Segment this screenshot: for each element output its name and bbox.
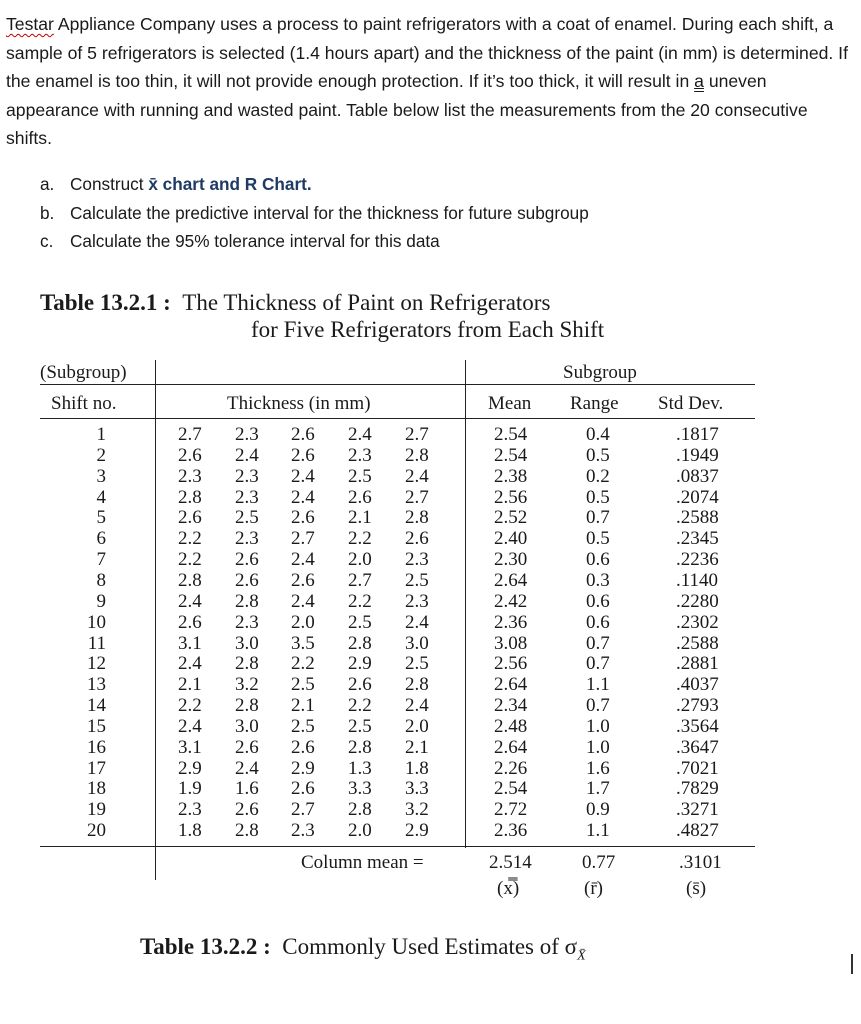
thickness-value: 2.6	[235, 736, 259, 758]
thickness-value: 2.8	[348, 736, 372, 758]
shift-number: 1	[96, 424, 106, 445]
thickness-value: 1.8	[405, 757, 429, 779]
thickness-value: 3.0	[235, 632, 259, 654]
thickness-value: 2.9	[178, 757, 202, 779]
footer-column-mean-label: Column mean =	[301, 852, 424, 873]
shift-number: 19	[87, 799, 106, 821]
subgroup-mean: 2.34	[494, 695, 528, 717]
subgroup-std-dev: .2588	[676, 632, 719, 654]
thickness-value: 2.7	[405, 424, 429, 445]
subgroup-range: 0.6	[586, 590, 610, 612]
thickness-value: 2.4	[405, 695, 429, 717]
thickness-value: 2.9	[348, 653, 372, 675]
thickness-value: 2.7	[405, 486, 429, 508]
subgroup-std-dev: .3271	[676, 799, 719, 821]
thickness-value: 2.6	[348, 486, 372, 508]
thickness-value: 2.3	[235, 424, 259, 445]
subgroup-std-dev: .3564	[676, 715, 719, 737]
thickness-value: 2.8	[405, 674, 429, 696]
statement-article: a	[694, 71, 704, 92]
footer-range: 0.77	[582, 852, 616, 873]
thickness-value: 2.3	[235, 486, 259, 508]
subgroup-mean: 2.52	[494, 507, 528, 529]
thickness-value: 1.9	[178, 778, 202, 800]
thickness-value: 3.2	[405, 799, 429, 821]
subgroup-mean: 2.54	[494, 778, 528, 800]
thickness-value: 2.8	[405, 444, 429, 466]
thickness-value: 2.5	[235, 507, 259, 529]
subgroup-std-dev: .2302	[676, 611, 719, 633]
shift-number: 15	[87, 715, 106, 737]
header-range: Range	[570, 393, 619, 414]
shift-number: 11	[87, 632, 106, 654]
thickness-value: 3.2	[235, 674, 259, 696]
subgroup-mean: 2.54	[494, 444, 528, 466]
thickness-value: 2.2	[178, 695, 202, 717]
subgroup-range: 0.9	[586, 799, 610, 821]
subgroup-range: 0.5	[586, 528, 610, 550]
subgroup-mean: 3.08	[494, 632, 528, 654]
thickness-value: 3.1	[178, 632, 202, 654]
subgroup-range: 0.5	[586, 486, 610, 508]
thickness-value: 2.3	[405, 549, 429, 571]
table-rule-footer	[40, 846, 755, 847]
subgroup-std-dev: .0837	[676, 465, 719, 487]
subgroup-std-dev: .1140	[676, 569, 719, 591]
shift-number: 4	[96, 486, 106, 508]
thickness-value: 2.1	[348, 507, 372, 529]
thickness-value: 2.3	[405, 590, 429, 612]
thickness-value: 2.5	[348, 465, 372, 487]
header-subgroup: Subgroup	[563, 362, 637, 383]
thickness-value: 2.6	[235, 799, 259, 821]
thickness-value: 2.8	[235, 820, 259, 842]
subgroup-mean: 2.42	[494, 590, 528, 612]
thickness-value: 2.8	[235, 695, 259, 717]
thickness-value: 2.6	[178, 444, 202, 466]
shift-number: 7	[96, 549, 106, 571]
thickness-value: 2.5	[405, 569, 429, 591]
thickness-value: 2.5	[291, 715, 315, 737]
thickness-value: 2.0	[405, 715, 429, 737]
thickness-value: 3.0	[405, 632, 429, 654]
statement-part-2: uneven appearance with running and wasted paint. Table below list the measurements from the 20 consecutive shifts.	[6, 71, 808, 149]
text-cursor	[851, 954, 853, 974]
thickness-value: 2.8	[348, 632, 372, 654]
footer-mean-symbol: (x̿)	[497, 878, 520, 899]
subgroup-std-dev: .7021	[676, 757, 719, 779]
subgroup-std-dev: .2236	[676, 549, 719, 571]
thickness-value: 2.7	[178, 424, 202, 445]
thickness-value: 2.0	[291, 611, 315, 633]
shift-number: 10	[87, 611, 106, 633]
thickness-value: 2.3	[178, 465, 202, 487]
header-mean: Mean	[488, 393, 532, 414]
thickness-value: 3.3	[405, 778, 429, 800]
thickness-value: 2.2	[291, 653, 315, 675]
thickness-value: 2.6	[178, 611, 202, 633]
subgroup-mean: 2.30	[494, 549, 528, 571]
footer-range-symbol: (r̄)	[584, 878, 603, 899]
thickness-value: 2.2	[348, 695, 372, 717]
shift-number: 12	[87, 653, 106, 675]
subgroup-range: 0.2	[586, 465, 610, 487]
subgroup-mean: 2.48	[494, 715, 528, 737]
thickness-value: 2.4	[291, 486, 315, 508]
thickness-value: 3.0	[235, 715, 259, 737]
thickness-value: 2.9	[291, 757, 315, 779]
subgroup-range: 1.1	[586, 820, 610, 842]
thickness-value: 2.6	[291, 569, 315, 591]
task-marker: a.	[40, 174, 55, 194]
thickness-value: 2.8	[178, 569, 202, 591]
table-divider-stats	[465, 360, 466, 848]
thickness-value: 2.4	[291, 549, 315, 571]
thickness-value: 2.4	[291, 590, 315, 612]
table1-label: Table 13.2.1 :	[40, 290, 171, 315]
thickness-value: 2.9	[405, 820, 429, 842]
thickness-value: 3.5	[291, 632, 315, 654]
task-text: Construct	[70, 174, 149, 194]
thickness-value: 2.3	[235, 465, 259, 487]
table2-title-text: Commonly Used Estimates of σ	[282, 934, 578, 959]
table2-title	[140, 933, 586, 971]
subgroup-std-dev: .2881	[676, 653, 719, 675]
subgroup-std-dev: .1817	[676, 424, 719, 445]
thickness-value: 2.0	[348, 549, 372, 571]
shift-number: 14	[87, 695, 106, 717]
header-thickness: Thickness (in mm)	[227, 393, 371, 414]
thickness-value: 2.4	[405, 611, 429, 633]
subgroup-std-dev: .2074	[676, 486, 719, 508]
thickness-value: 2.4	[235, 757, 259, 779]
subgroup-mean: 2.26	[494, 757, 528, 779]
subgroup-range: 0.7	[586, 653, 610, 675]
subgroup-mean: 2.54	[494, 424, 528, 445]
thickness-value: 2.6	[291, 444, 315, 466]
thickness-value: 2.6	[405, 528, 429, 550]
subgroup-range: 0.4	[586, 424, 610, 445]
subgroup-mean: 2.72	[494, 799, 528, 821]
subgroup-mean: 2.38	[494, 465, 528, 487]
thickness-value: 2.1	[291, 695, 315, 717]
shift-number: 17	[87, 757, 106, 779]
shift-number: 20	[87, 820, 106, 842]
subgroup-mean: 2.64	[494, 736, 528, 758]
thickness-value: 2.3	[235, 528, 259, 550]
thickness-value: 2.1	[178, 674, 202, 696]
task-text: Calculate the 95% tolerance interval for this data	[70, 231, 440, 252]
thickness-value: 2.8	[178, 486, 202, 508]
shift-number: 6	[96, 528, 106, 550]
subgroup-range: 0.3	[586, 569, 610, 591]
thickness-value: 2.4	[178, 653, 202, 675]
shift-number: 5	[96, 507, 106, 529]
shift-number: 9	[96, 590, 106, 612]
thickness-value: 2.3	[235, 611, 259, 633]
table1-title-line1: The Thickness of Paint on Refrigerators	[182, 290, 551, 315]
subgroup-mean: 2.56	[494, 486, 528, 508]
shift-number: 18	[87, 778, 106, 800]
table-rule-subgroup-span	[465, 384, 755, 385]
shift-number: 2	[96, 444, 106, 466]
subgroup-range: 0.6	[586, 549, 610, 571]
subgroup-range: 0.7	[586, 507, 610, 529]
shift-number: 16	[87, 736, 106, 758]
subgroup-std-dev: .2793	[676, 695, 719, 717]
thickness-value: 1.8	[178, 820, 202, 842]
task-text: Calculate the predictive interval for the thickness for future subgroup	[70, 202, 589, 223]
thickness-value: 2.6	[178, 507, 202, 529]
subgroup-std-dev: .2280	[676, 590, 719, 612]
header-shift-no: Shift no.	[51, 393, 117, 414]
subgroup-mean: 2.64	[494, 569, 528, 591]
thickness-value: 2.6	[235, 569, 259, 591]
header-subgroup-paren: (Subgroup)	[40, 362, 127, 383]
header-std-dev: Std Dev.	[658, 393, 724, 414]
thickness-value: 2.3	[348, 444, 372, 466]
subgroup-std-dev: .2588	[676, 507, 719, 529]
thickness-value: 2.8	[235, 590, 259, 612]
thickness-value: 2.8	[405, 507, 429, 529]
subgroup-mean: 2.36	[494, 820, 528, 842]
thickness-value: 3.1	[178, 736, 202, 758]
subgroup-std-dev: .1949	[676, 444, 719, 466]
subgroup-mean: 2.40	[494, 528, 528, 550]
thickness-value: 2.3	[291, 820, 315, 842]
subgroup-mean: 2.36	[494, 611, 528, 633]
thickness-value: 2.5	[291, 674, 315, 696]
table-rule-header	[40, 418, 755, 419]
thickness-value: 2.4	[178, 590, 202, 612]
thickness-value: 2.6	[291, 507, 315, 529]
table2-title-subscript: X̄	[577, 948, 586, 964]
subgroup-range: 1.7	[586, 778, 610, 800]
thickness-value: 2.8	[235, 653, 259, 675]
table-divider-shift	[155, 360, 156, 880]
thickness-value: 2.2	[178, 528, 202, 550]
subgroup-std-dev: .2345	[676, 528, 719, 550]
thickness-value: 2.4	[291, 465, 315, 487]
thickness-value: 2.7	[348, 569, 372, 591]
footer-std-symbol: (s̄)	[686, 878, 707, 899]
thickness-value: 2.6	[291, 736, 315, 758]
subgroup-range: 1.0	[586, 715, 610, 737]
subgroup-range: 1.6	[586, 757, 610, 779]
thickness-value: 2.4	[235, 444, 259, 466]
statement-part-1: Appliance Company uses a process to paint refrigerators with a coat of enamel. During each shift, a sample of 5 refrigerators is selected (1.4 hours apart) and the thickness of the paint (in mm) is determined. If the enamel is too thin, it will not provide enough protection. If it’s too thick, it will result in	[6, 14, 848, 92]
thickness-value: 2.4	[178, 715, 202, 737]
thickness-value: 2.0	[348, 820, 372, 842]
thickness-value: 2.2	[348, 590, 372, 612]
subgroup-range: 1.0	[586, 736, 610, 758]
subgroup-std-dev: .4827	[676, 820, 719, 842]
table2-label: Table 13.2.2 :	[140, 934, 271, 959]
footer-std: .3101	[679, 852, 722, 873]
thickness-value: 2.2	[348, 528, 372, 550]
thickness-value: 2.6	[348, 674, 372, 696]
table1-title-line2: for Five Refrigerators from Each Shift	[251, 317, 605, 342]
subgroup-std-dev: .3647	[676, 736, 719, 758]
task-marker: c.	[40, 231, 54, 252]
thickness-value: 2.6	[235, 549, 259, 571]
company-name: Testar	[6, 14, 54, 34]
subgroup-mean: 2.64	[494, 674, 528, 696]
subgroup-range: 0.6	[586, 611, 610, 633]
subgroup-range: 0.7	[586, 632, 610, 654]
thickness-value: 2.8	[348, 799, 372, 821]
footer-mean: 2.514	[489, 852, 532, 873]
thickness-value: 2.5	[348, 611, 372, 633]
thickness-value: 2.3	[178, 799, 202, 821]
subgroup-std-dev: .7829	[676, 778, 719, 800]
thickness-value: 1.6	[235, 778, 259, 800]
shift-number: 13	[87, 674, 106, 696]
thickness-value: 2.2	[178, 549, 202, 571]
subgroup-range: 0.7	[586, 695, 610, 717]
subgroup-std-dev: .4037	[676, 674, 719, 696]
thickness-value: 2.5	[348, 715, 372, 737]
task-marker: b.	[40, 202, 55, 223]
shift-number: 8	[96, 569, 106, 591]
shift-number: 3	[96, 465, 106, 487]
thickness-value: 3.3	[348, 778, 372, 800]
subgroup-mean: 2.56	[494, 653, 528, 675]
thickness-value: 2.7	[291, 799, 315, 821]
thickness-value: 2.1	[405, 736, 429, 758]
thickness-value: 2.5	[405, 653, 429, 675]
thickness-value: 2.4	[405, 465, 429, 487]
task-emphasis: x̄ chart and R Chart.	[148, 174, 312, 194]
subgroup-range: 1.1	[586, 674, 610, 696]
thickness-value: 2.7	[291, 528, 315, 550]
thickness-value: 2.6	[291, 424, 315, 445]
thickness-value: 2.4	[348, 424, 372, 445]
subgroup-range: 0.5	[586, 444, 610, 466]
thickness-value: 2.6	[291, 778, 315, 800]
thickness-value: 1.3	[348, 757, 372, 779]
